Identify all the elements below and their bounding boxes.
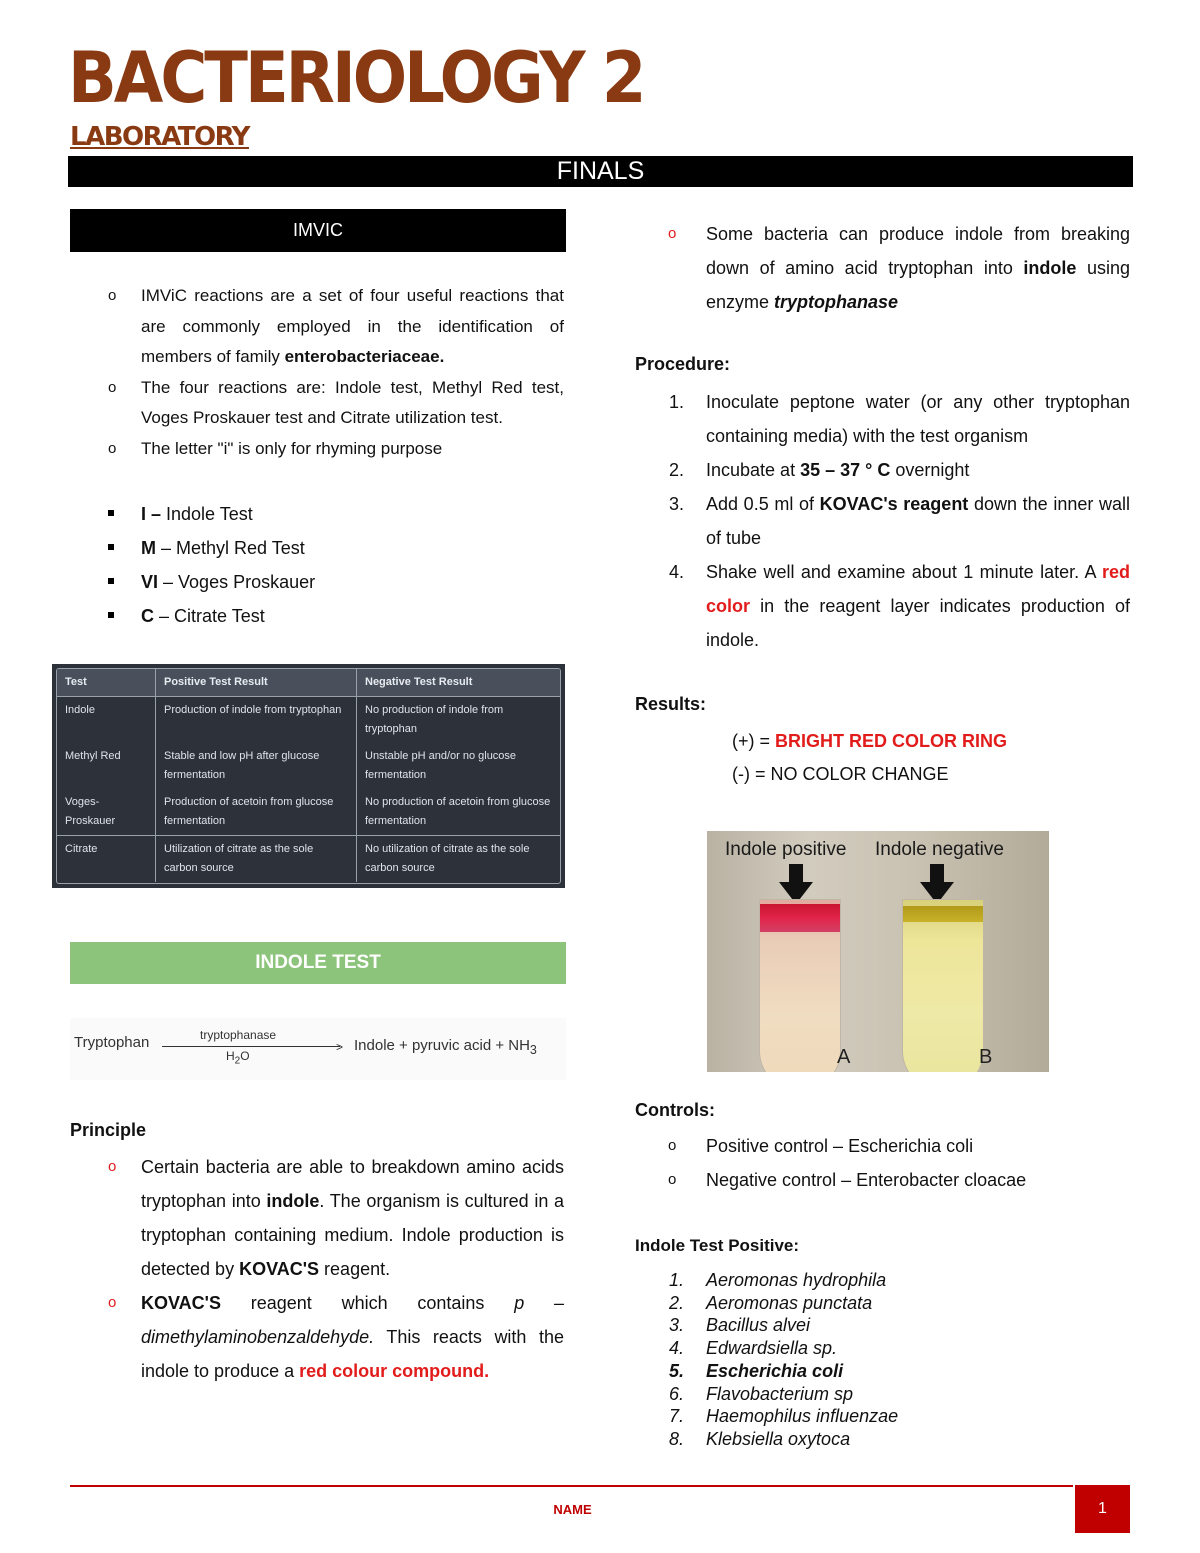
column-header: Negative Test Result	[357, 669, 561, 697]
list-item: 4. Edwardsiella sp.	[668, 1338, 838, 1359]
column-header: Test	[57, 669, 156, 697]
table-row	[57, 743, 560, 789]
arrow-down-icon	[920, 864, 954, 904]
list-item: o Positive control – Escherichia coli	[668, 1129, 1130, 1163]
list-item: 7. Haemophilus influenzae	[668, 1406, 899, 1427]
table-header-row	[57, 669, 560, 697]
principle-heading: Principle	[70, 1120, 147, 1140]
imvic-heading: IMVIC	[70, 209, 566, 252]
section-banner: FINALS	[68, 156, 1133, 187]
square-bullet-icon	[108, 544, 114, 550]
square-bullet-icon	[108, 612, 114, 618]
table-row	[57, 836, 560, 883]
table-cell: No production of indole from tryptophan	[365, 704, 504, 735]
table-cell: Utilization of citrate as the sole carbon source	[156, 836, 357, 883]
list-item: 1. Aeromonas hydrophila	[668, 1270, 887, 1290]
result-negative: (-) = NO COLOR CHANGE	[732, 764, 949, 784]
tube-positive	[759, 899, 841, 1072]
controls-heading: Controls:	[635, 1100, 715, 1120]
photo-label-negative: Indole negative	[875, 839, 1004, 860]
controls-list	[668, 1129, 1130, 1197]
table-row	[57, 789, 560, 836]
bullet-icon: o	[668, 225, 677, 242]
reaction-enzyme: tryptophanase	[200, 1028, 277, 1042]
list-item: I – Indole Test	[108, 497, 564, 531]
list-item: VI – Voges Proskauer	[108, 565, 564, 599]
list-item: o The four reactions are: Indole test, Methyl Red test, Voges Proskauer test and Citrate utilization test.	[108, 373, 564, 434]
list-item: 3. Add 0.5 ml of KOVAC's reagent down the inner wall of tube	[668, 494, 1131, 548]
results-table	[57, 669, 560, 882]
procedure-heading: Procedure:	[635, 354, 731, 374]
tube-label-b: B	[979, 1046, 993, 1068]
photo-label-positive: Indole positive	[725, 839, 847, 860]
indole-test-photo	[707, 831, 1049, 1072]
list-item: 5. Escherichia coli	[668, 1360, 844, 1381]
reaction-arrow-icon	[162, 1046, 340, 1047]
table-row	[57, 697, 560, 744]
arrow-down-icon	[779, 864, 813, 904]
bullet-icon: o	[108, 1294, 117, 1311]
list-item: o Negative control – Enterobacter cloacae	[668, 1163, 1130, 1197]
list-item: o Some bacteria can produce indole from breaking down of amino acid tryptophan into indole using enzyme tryptophanase	[668, 217, 1130, 319]
reaction-equation	[70, 1018, 566, 1080]
square-bullet-icon	[108, 578, 114, 584]
red-ring	[760, 904, 840, 932]
bullet-icon: o	[108, 439, 117, 457]
list-item: 3. Bacillus alvei	[668, 1315, 811, 1336]
table-cell: Methyl Red	[57, 743, 156, 789]
table-cell: No production of acetoin from glucose fermentation	[365, 796, 551, 827]
reaction-products: Indole + pyruvic acid + $NH_3$	[354, 1037, 537, 1057]
result-positive: (+) = BRIGHT RED COLOR RING	[732, 731, 1008, 751]
list-item: M – Methyl Red Test	[108, 531, 564, 565]
document-subtitle: LABORATORY	[70, 122, 249, 152]
list-item: 2. Aeromonas punctata	[668, 1292, 873, 1313]
bullet-icon: o	[668, 1171, 677, 1188]
bullet-icon: o	[108, 378, 117, 396]
indole-intro	[668, 217, 1130, 319]
results-heading: Results:	[635, 694, 707, 714]
table-cell: No utilization of citrate as the sole carbon source	[365, 843, 530, 874]
reaction-arrowhead-icon: >	[336, 1040, 344, 1054]
list-item: C – Citrate Test	[108, 599, 564, 633]
principle-list	[108, 1150, 564, 1388]
footer-divider	[70, 1485, 1073, 1487]
square-bullet-icon	[108, 510, 114, 516]
page-number: 1	[1075, 1485, 1130, 1533]
table-cell: Voges-Proskauer	[57, 789, 156, 836]
footer-name: NAME	[553, 1502, 592, 1517]
bullet-icon: o	[108, 1158, 117, 1175]
table-cell: Stable and low pH after glucose fermentation	[156, 743, 357, 789]
table-cell: Production of acetoin from glucose fermentation	[156, 789, 357, 836]
list-item: 4. Shake well and examine about 1 minute later. A red color in the reagent layer indicates production of indole.	[668, 562, 1130, 650]
table-cell: Indole	[57, 697, 156, 744]
document-title: BACTERIOLOGY 2	[68, 38, 644, 120]
imvic-intro-list	[108, 281, 564, 464]
table-cell: Unstable pH and/or no glucose fermentation	[365, 750, 517, 781]
imvic-results-table	[52, 664, 565, 888]
list-item: 1. Inoculate peptone water (or any other tryptophan containing media) with the test organism	[668, 392, 1130, 446]
imvic-acronym-list	[108, 497, 564, 633]
bullet-icon: o	[668, 1137, 677, 1154]
reaction-cofactor: $H_2O$	[226, 1049, 250, 1067]
positive-organisms-list	[660, 1269, 1130, 1451]
column-header: Positive Test Result	[156, 669, 357, 697]
reaction-substrate: Tryptophan	[74, 1034, 150, 1051]
list-item: 6. Flavobacterium sp	[668, 1383, 854, 1404]
procedure-steps	[660, 385, 1130, 657]
bullet-icon: o	[108, 287, 117, 304]
table-cell: Production of indole from tryptophan	[156, 697, 357, 744]
list-item: 2. Incubate at 35 – 37 ° C overnight	[668, 460, 970, 480]
indole-test-heading: INDOLE TEST	[70, 942, 566, 984]
list-item: o IMViC reactions are a set of four useful reactions that are commonly employed in the identification of members of family enterobacteriaceae.	[108, 281, 564, 373]
list-item: o Certain bacteria are able to breakdown amino acids tryptophan into indole. The organism is cultured in a tryptophan containing medium. Indole production is detected by KOVAC'S reagent.	[108, 1150, 564, 1286]
yellow-ring	[903, 906, 983, 922]
positive-organisms-heading: Indole Test Positive:	[635, 1236, 800, 1255]
list-item: 8. Klebsiella oxytoca	[668, 1428, 851, 1449]
table-cell: Citrate	[57, 836, 156, 883]
list-item: o The letter "i" is only for rhyming purpose	[108, 434, 564, 465]
tube-label-a: A	[837, 1046, 851, 1068]
tube-negative	[902, 899, 984, 1072]
list-item: o KOVAC'S reagent which contains p – dimethylaminobenzaldehyde. This reacts with the indole to produce a red colour compound.	[108, 1286, 564, 1388]
